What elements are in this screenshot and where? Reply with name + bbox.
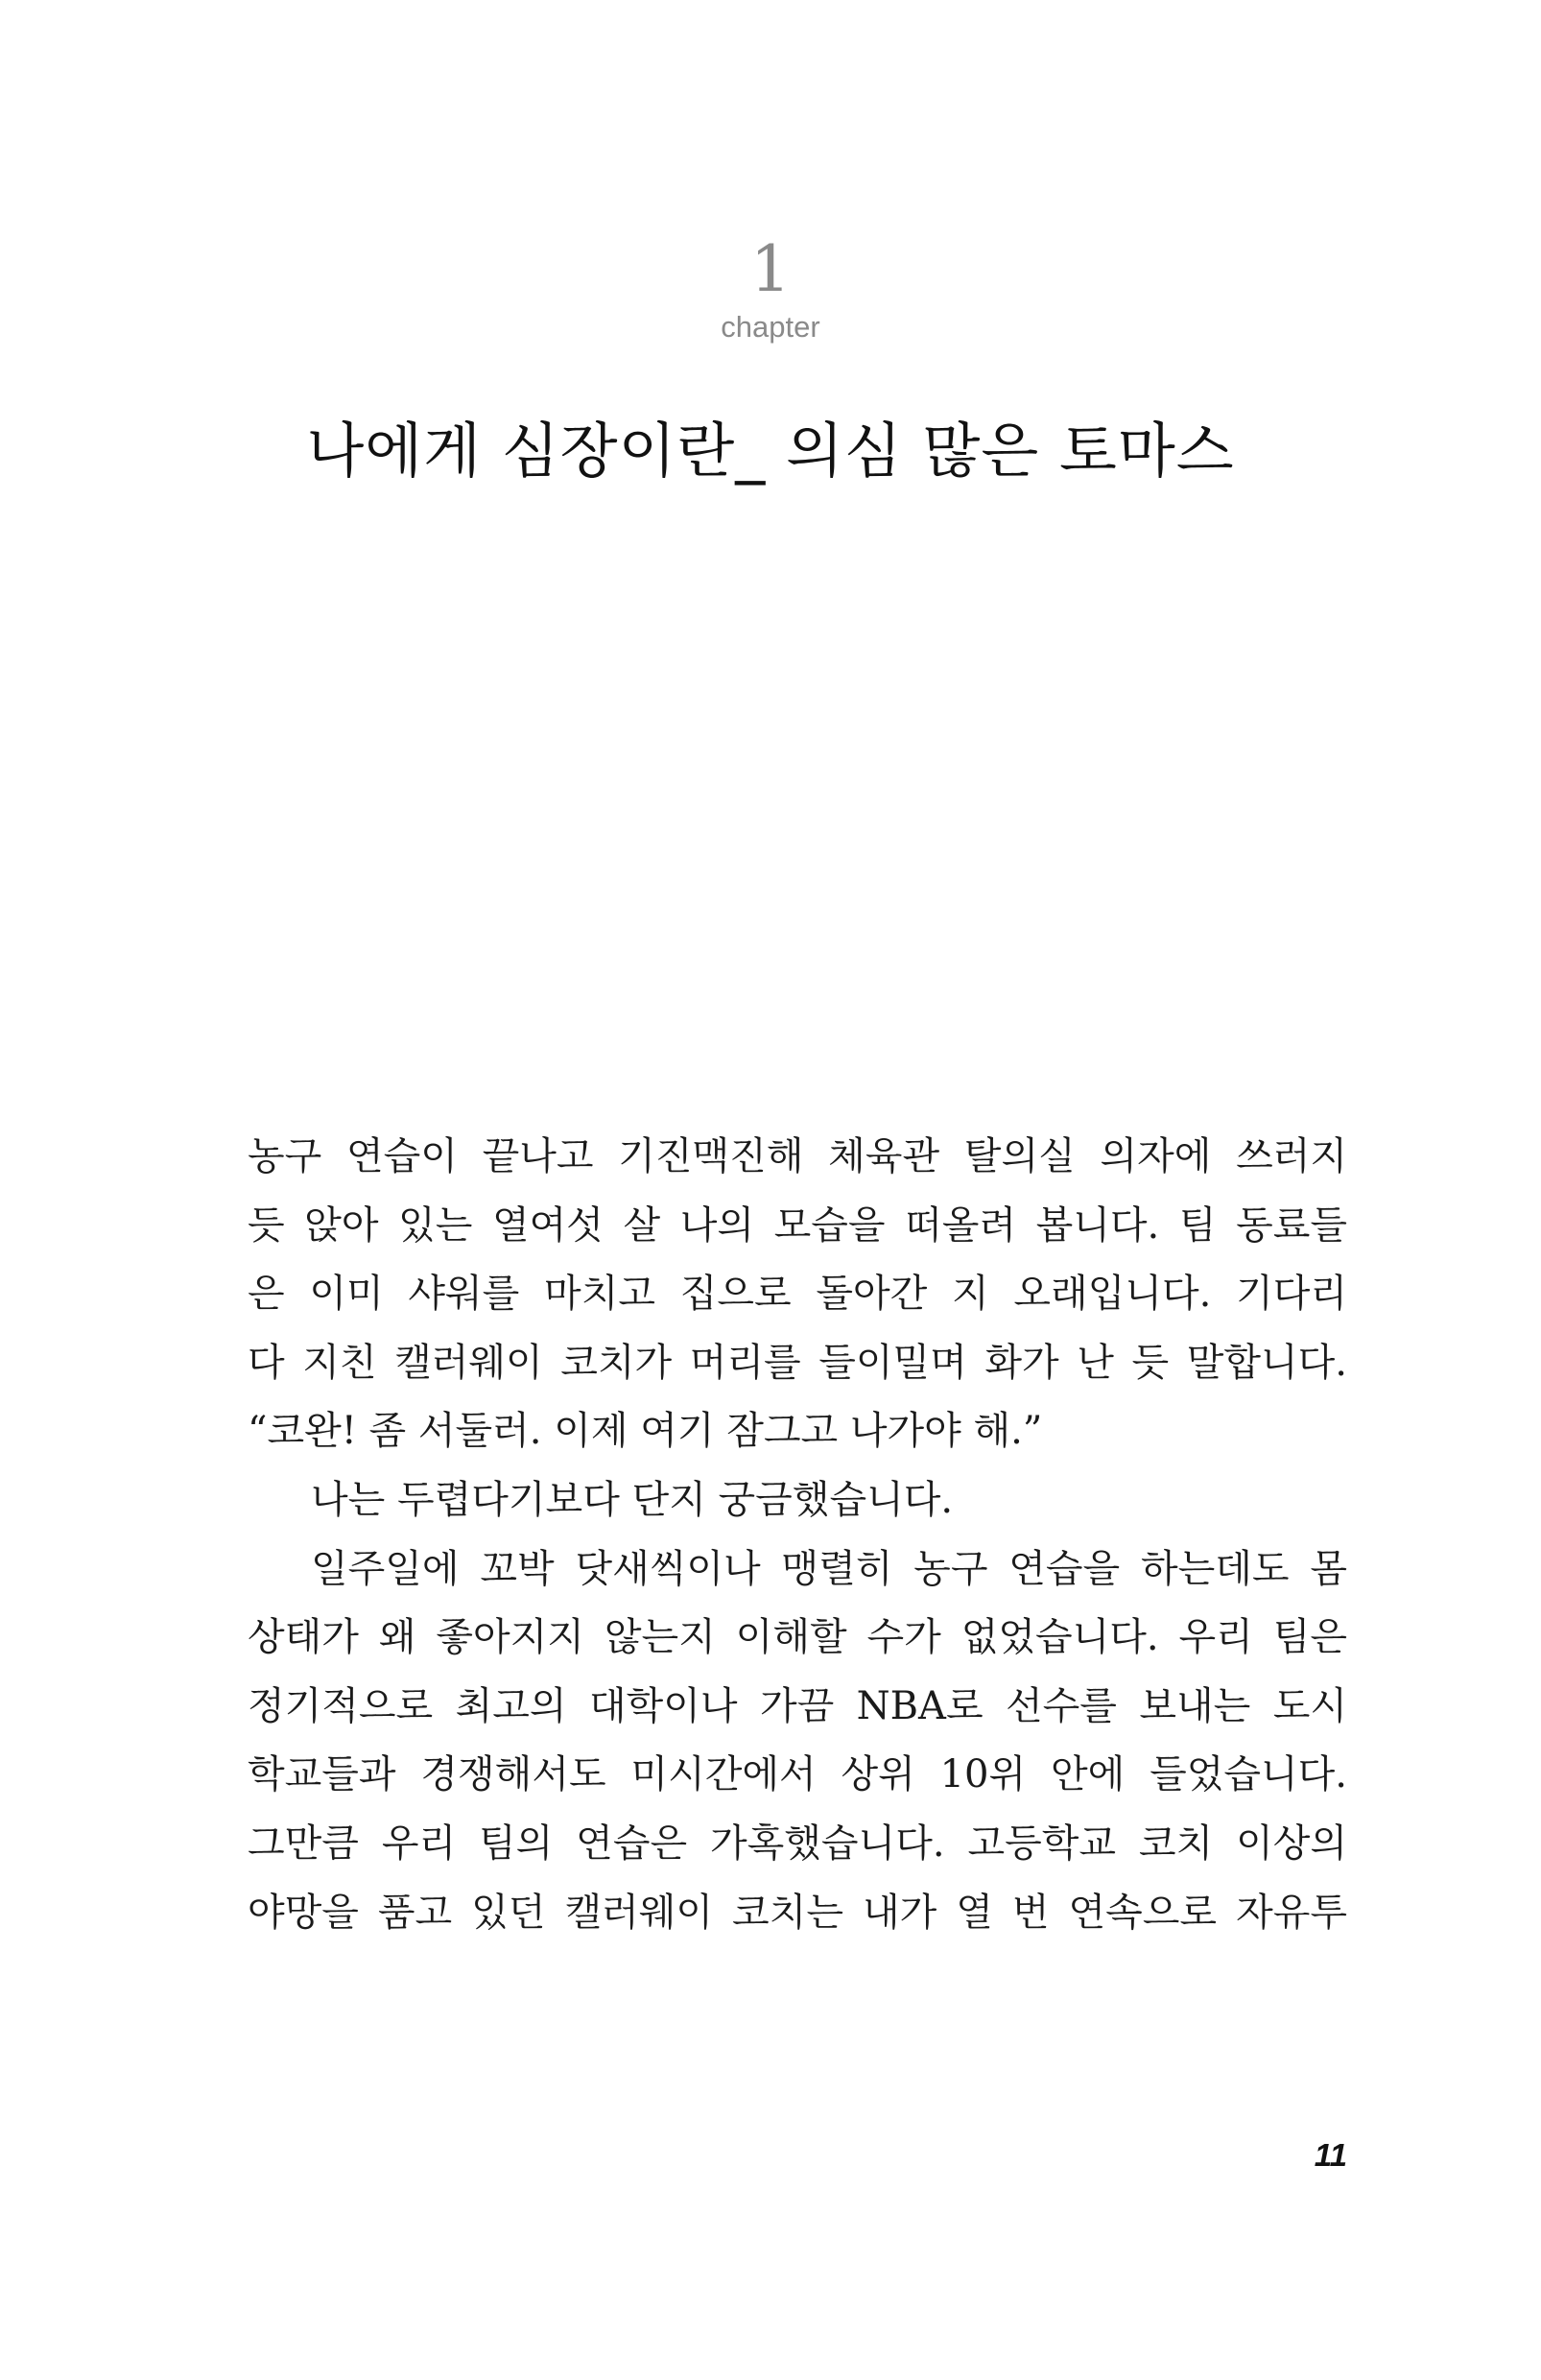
chapter-title: 나에게 심장이란_ 의심 많은 토마스 [306,416,1235,486]
page-number: 11 [1314,2137,1347,2173]
body-line: 은 이미 샤워를 마치고 집으로 돌아간 지 오래입니다. 기다리 [248,1272,1347,1317]
body-line: 일주일에 꼬박 닷새씩이나 맹렬히 농구 연습을 하는데도 몸 [311,1546,1347,1591]
body-line: 그만큼 우리 팀의 연습은 가혹했습니다. 고등학교 코치 이상의 [248,1821,1347,1866]
body-line: 야망을 품고 있던 캘러웨이 코치는 내가 열 번 연속으로 자유투 [248,1890,1347,1935]
body-line: 다 지친 캘러웨이 코치가 머리를 들이밀며 화가 난 듯 말합니다. [248,1340,1347,1385]
body-line: 농구 연습이 끝나고 기진맥진해 체육관 탈의실 의자에 쓰러지 [248,1134,1347,1178]
body-line: 학교들과 경쟁해서도 미시간에서 상위 10위 안에 들었습니다. [248,1752,1347,1797]
chapter-label: chapter [721,310,820,344]
chapter-number: 1 [750,232,791,306]
body-text [248,1123,1347,1947]
body-line: 정기적으로 최고의 대학이나 가끔 NBA로 선수를 보내는 도시 [248,1683,1347,1728]
body-line: 나는 두렵다기보다 단지 궁금했습니다. [311,1477,954,1522]
body-line: “코완! 좀 서둘러. 이제 여기 잠그고 나가야 해.” [248,1409,1043,1454]
body-line: 상태가 왜 좋아지지 않는지 이해할 수가 없었습니다. 우리 팀은 [248,1615,1347,1660]
body-line: 듯 앉아 있는 열여섯 살 나의 모습을 떠올려 봅니다. 팀 동료들 [248,1202,1347,1248]
